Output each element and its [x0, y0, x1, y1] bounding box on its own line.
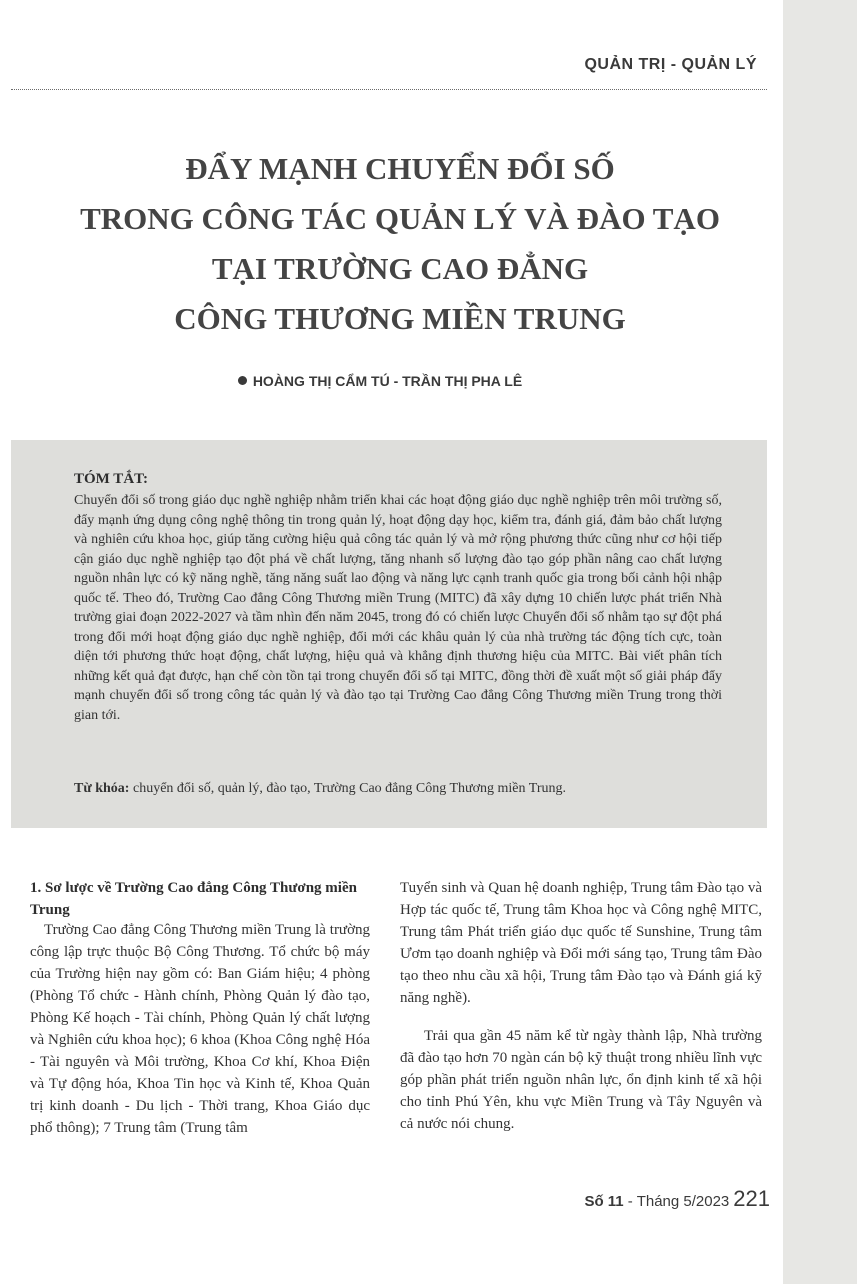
- section-label: QUẢN TRỊ - QUẢN LÝ: [584, 56, 757, 73]
- article-title: [40, 144, 760, 344]
- issue-number: Số 11: [584, 1193, 624, 1210]
- header-divider: [11, 89, 767, 90]
- keywords-text: chuyển đổi số, quản lý, đào tạo, Trường Cao đẳng Công Thương miền Trung.: [129, 781, 566, 796]
- abstract-heading: TÓM TẮT:: [74, 471, 149, 487]
- title-line: ĐẨY MẠNH CHUYỂN ĐỔI SỐ: [185, 151, 615, 186]
- abstract-text: Chuyển đổi số trong giáo dục nghề nghiệp nhằm triển khai các hoạt động giáo dục nghề nghiệp trên môi trường số, đẩy mạnh ứng dụng công nghệ thông tin trong quản lý, hoạt động dạy học, kiểm tra, đánh giá, đảm bảo chất lượng và nghiên cứu khoa học, giúp tăng cường hiệu quả công tác quản lý và mở rộng phương thức cũng như cơ hội tiếp cận giáo dục nghề nghiệp tạo đột phá về chất lượng, tăng nhanh số lượng đào tạo góp phần nâng cao chất lượng nguồn nhân lực có kỹ năng nghề, tăng năng suất lao động và năng lực cạnh tranh quốc gia trong bối cảnh hội nhập quốc tế. Theo đó, Trường Cao đẳng Công Thương miền Trung (MITC) đã xây dựng 10 chiến lược phát triển Nhà trường giai đoạn 2022-2027 và tầm nhìn đến năm 2045, trong đó có chiến lược Chuyển đổi số nhằm tạo sự đột phá trong đổi mới hoạt động giáo dục nghề nghiệp, đổi mới các khâu quản lý của nhà trường tác động tích cực, toàn diện tới phương thức hoạt động, chất lượng, hiệu quả và khẳng định thương hiệu của MITC. Bài viết phân tích những kết quả đạt được, hạn chế còn tồn tại trong chuyển đổi số tại MITC, đồng thời đề xuất một số giải pháp đẩy mạnh chuyển đổi số trong công tác quản lý và đào tạo tại Trường Cao đẳng Công Thương miền Trung trong thời gian tới.: [74, 493, 722, 723]
- author-byline: [150, 373, 610, 389]
- issue-date: - Tháng 5/2023: [623, 1193, 730, 1210]
- bullet-icon: [238, 376, 247, 385]
- title-line: TẠI TRƯỜNG CAO ĐẲNG: [211, 251, 589, 286]
- title-line: CÔNG THƯƠNG MIỀN TRUNG: [174, 301, 626, 336]
- margin-band: [783, 0, 857, 1284]
- page-footer: [500, 1186, 770, 1212]
- body-paragraph: Trải qua gần 45 năm kể từ ngày thành lập, Nhà trường đã đào tạo hơn 70 ngàn cán bộ kỹ thuật trong nhiều lĩnh vực góp phần phát triển nguồn nhân lực, ổn định kinh tế xã hội cho tỉnh Phú Yên, khu vực Miền Trung và Tây Nguyên và cả nước nói chung.: [400, 1028, 762, 1132]
- author-names: HOÀNG THỊ CẨM TÚ - TRẦN THỊ PHA LÊ: [252, 373, 523, 389]
- keywords-label: Từ khóa:: [74, 781, 130, 796]
- body-paragraph: Trường Cao đẳng Công Thương miền Trung là trường công lập trực thuộc Bộ Công Thương. Tổ chức bộ máy của Trường hiện nay gồm có: Ban Giám hiệu; 4 phòng (Phòng Tổ chức - Hành chính, Phòng Quản lý đào tạo, Phòng Kế hoạch - Tài chính, Phòng Quản lý chất lượng và Nghiên cứu khoa học); 6 khoa (Khoa Công nghệ Hóa - Tài nguyên và Môi trường, Khoa Cơ khí, Khoa Điện và Tự động hóa, Khoa Tin học và Kinh tế, Khoa Quản trị kinh doanh - Du lịch - Thời trang, Khoa Giáo dục phổ thông); 7 Trung tâm (Trung tâm: [30, 922, 370, 1136]
- section-heading: 1. Sơ lược về Trường Cao đẳng Công Thương miền Trung: [30, 880, 357, 918]
- keywords: [74, 779, 722, 799]
- body-paragraph-continued: Tuyển sinh và Quan hệ doanh nghiệp, Trung tâm Đào tạo và Hợp tác quốc tế, Trung tâm Khoa học và Công nghệ MITC, Trung tâm Phát triển giáo dục quốc tế Sunshine, Trung tâm Ươm tạo doanh nghiệp và Đổi mới sáng tạo, Trung tâm Đào tạo theo nhu cầu xã hội, Trung tâm Đào tạo và Đánh giá kỹ năng nghề).: [400, 880, 762, 1006]
- title-line: TRONG CÔNG TÁC QUẢN LÝ VÀ ĐÀO TẠO: [80, 201, 720, 236]
- page-number: 221: [733, 1186, 770, 1211]
